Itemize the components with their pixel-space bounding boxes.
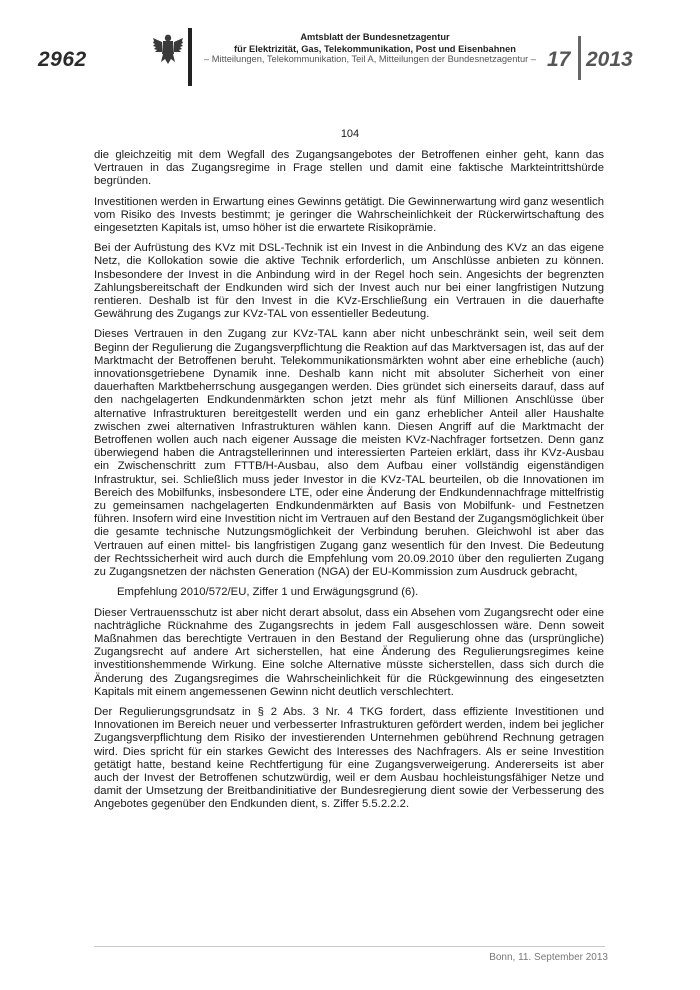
federal-eagle-icon xyxy=(152,32,184,66)
issue-year: 2013 xyxy=(586,48,633,71)
paragraph: die gleichzeitig mit dem Wegfall des Zugangsangebotes der Betroffenen einher geht, kann das Vertrauen in das Zugangsregime in Frage stellen und damit eine faktische Markteintrittshürde begründen. xyxy=(94,149,604,188)
body-text xyxy=(94,149,604,819)
paragraph: Investitionen werden in Erwartung eines Gewinns getätigt. Die Gewinnerwartung wird ganz wesentlich vom Risiko des Invests bestimmt; je geringer die Wahrscheinlichkeit der Rückerwirtschaftung des eingesetzten Kapitals ist, umso höher ist die erwartete Risikoprämie. xyxy=(94,195,604,235)
paragraph: Dieses Vertrauen in den Zugang zur KVz-TAL kann aber nicht unbeschränkt sein, weil seit dem Beginn der Regulierung die Zugangsverpflichtung die Reaktion auf das Marktversagen ist, das auf der Marktmacht der Betroffenen beruht. Telekommunikationsmärkten wohnt aber eine erhebliche (auch) innovationsgetriebene Dynamik inne. Deshalb kann nicht mit absoluter Sicherheit von einer dauerhaften Marktbeherrschung ausgegangen werden. Dies gründet sich einerseits darauf, dass auf den nachgelagerten Endkundenmärkten schon jetzt mehr als fünf Millionen Anschlüsse über alternative Infrastrukturen bereitgestellt werden und ein ganz erheblicher Anteil aller Haushalte zwischen zwei alternativen Infrastrukturen wählen kann. Diesen Angriff auf die Marktmacht der Betroffenen wollen auch nach eigener Aussage die meisten KVz-Nachfrager fortsetzen. Denn ganz überwiegend haben die Antragstellerinnen und interessierten Parteien erklärt, dass ihr KVz-Ausbau ein Zwischenschritt zum FTTB/H-Ausbau, also dem Aufbau einer vollständig eigenständigen Infrastruktur, sei. Schließlich muss jeder Investor in die KVz-TAL beurteilen, ob die Innovationen im Bereich des Mobilfunks, insbesondere LTE, oder eine Änderung der Endkundennachfrage mittelfristig zu gemeinsamen nachgelagerten Endkundenmärkten auf Basis von Mobilfunk- und Festnetzen führen. Insofern wird eine Investition nicht im Vertrauen auf den Bestand der Zugangsmöglichkeit über die gesamte technische Nutzungsmöglichkeit der Verbindung beruhen. Gleichwohl ist aber das Vertrauen auf einen mittel- bis langfristigen Zugang ganz wesentlich für den Invest. Die Bedeutung der Rechtssicherheit wird auch durch die Empfehlung vom 20.09.2010 über den regulierten Zugang zu Zugangsnetzen der nächsten Generation (NGA) der EU-Kommission zum Ausdruck gebracht, xyxy=(94,328,604,579)
paragraph: Dieser Vertrauensschutz ist aber nicht derart absolut, dass ein Absehen vom Zugangsrecht oder eine nachträgliche Rücknahme des Zugangsrechts in jedem Fall ausgeschlossen wäre. Denn soweit Maßnahmen das berechtigte Vertrauen in den Bestand der Regulierung ohne das (ursprüngliche) Zugangsrecht auf andere Art sicherstellen, hat eine Änderung des Regulierungsregimes keine investitionshemmende Wirkung. Eine solche Alternative müsste sicherstellen, dass sich durch die Änderung des Zugangsregimes die Wahrscheinlichkeit für die Rückgewinnung des eingesetzten Kapitals mit einem angemessenen Gewinn nicht deutlich verschlechtert. xyxy=(94,606,604,698)
paragraph: Der Regulierungsgrundsatz in § 2 Abs. 3 Nr. 4 TKG fordert, dass effiziente Investitionen und Innovationen im Bereich neuer und verbesserter Infrastrukturen gefördert werden, indem bei jeglicher Zugangsverpflichtung dem Risiko der investierenden Unternehmen gebührend Rechnung getragen wird. Dies spricht für ein starkes Gewicht des Interesses des Nachfragers. Als er seine Investition getätigt hatte, bestand keine Rechtfertigung für eine Zugangsverweigerung. Andererseits ist aber auch der Invest der Betroffenen schutzwürdig, weil er dem Ausbau hochleistungsfähiger Netze und damit der Umsetzung der Breitbandinitiative der Bundesregierung dient sowie der Verbesserung des Angebotes gegenüber den Endkunden dient, s. Ziffer 5.5.2.2.2. xyxy=(94,705,604,811)
journal-page-number: 2962 xyxy=(38,48,87,71)
header-divider xyxy=(188,28,192,86)
paragraph: Bei der Aufrüstung des KVz mit DSL-Technik ist ein Invest in die Anbindung des KVz an das eigene Netz, die Kollokation sowie die aktive Technik erforderlich, um Anschlüsse anbieten zu können. Insbesondere der Invest in die Anbindung wird in der Regel hoch sein. Angesichts der begrenzten Zahlungsbereitschaft der Endkunden wird sich der Invest auch nur bei einer langfristigen Nutzung rentieren. Deshalb ist für den Invest in die KVz-Erschließung ein Vertrauen in die dauerhafte Gewährung des Zugangs zur KVz-TAL von essentieller Bedeutung. xyxy=(94,242,604,321)
footer-divider xyxy=(94,946,605,947)
issue-number: 17 xyxy=(547,48,571,71)
journal-title-line2: für Elektrizität, Gas, Telekommunikation, Post und Eisenbahnen xyxy=(234,43,516,54)
journal-title xyxy=(205,32,545,55)
journal-subtitle: – Mitteilungen, Telekommunikation, Teil A, Mitteilungen der Bundesnetzagentur – xyxy=(204,54,536,64)
document-page-number: 104 xyxy=(340,128,360,140)
citation: Empfehlung 2010/572/EU, Ziffer 1 und Erwägungsgrund (6). xyxy=(117,586,419,599)
issue-divider xyxy=(578,36,581,80)
footer-date: Bonn, 11. September 2013 xyxy=(489,952,608,963)
journal-title-line1: Amtsblatt der Bundesnetzagentur xyxy=(300,32,450,42)
